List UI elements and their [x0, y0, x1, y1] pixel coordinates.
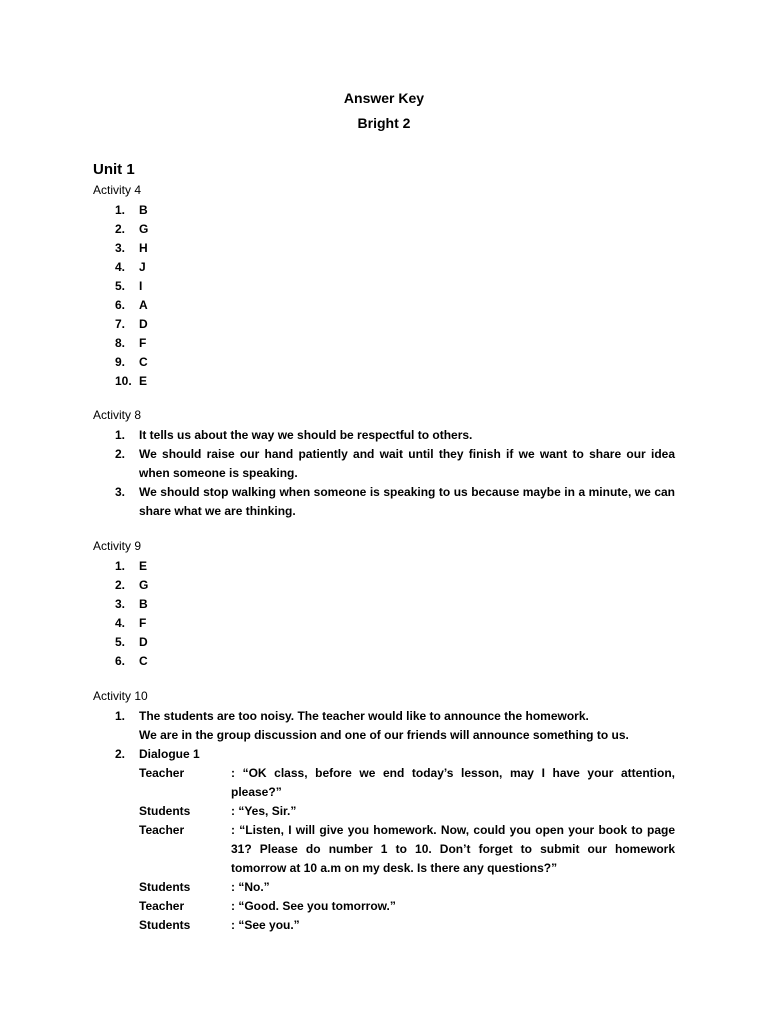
page-subtitle: Bright 2 [357, 115, 411, 131]
dialogue [139, 764, 675, 935]
list-item: 7. D [115, 317, 148, 331]
activity-8-list [93, 426, 675, 521]
activity-8-heading: Activity 8 [93, 408, 142, 422]
activity-9-heading: Activity 9 [93, 539, 142, 553]
list-item: 4. J [115, 260, 146, 274]
list-item: 4. F [115, 616, 147, 630]
dialogue-line: Students : “Yes, Sir.” [139, 804, 297, 818]
page-title: Answer Key [343, 90, 425, 106]
list-item: 8. F [115, 336, 147, 350]
list-item: 5. I [115, 279, 143, 293]
dialogue-line: Teacher : “OK class, before we end today’s lesson, may I have your attention, please?” [139, 766, 675, 799]
list-item: 9. C [115, 355, 148, 369]
list-item: 10. E [115, 374, 148, 388]
activity-10-list [93, 707, 675, 764]
activity-10-heading: Activity 10 [93, 689, 148, 703]
activity-10-answer-1-alt: We are in the group discussion and one of our friends will announce something to us. [139, 728, 629, 742]
list-item: 1. The students are too noisy. The teacher would like to announce the homework. We are in the group discussion and one of our friends will announce something to us. [93, 707, 675, 745]
list-item: 3. We should stop walking when someone is speaking to us because maybe in a minute, we can share what we are thinking. [115, 485, 675, 518]
dialogue-line: Teacher : “Good. See you tomorrow.” [139, 899, 396, 913]
activity-4-list [93, 201, 675, 391]
list-item: 2. We should raise our hand patiently and wait until they finish if we want to share our idea when someone is speaking. [115, 447, 675, 480]
dialogue-line: Teacher : “Listen, I will give you homework. Now, could you open your book to page 31? Please do number 1 to 10. Don’t forget to submit our homework tomorrow at 10 a.m on my desk. Is there any questions?” [139, 823, 675, 875]
list-item: 2. Dialogue 1 [93, 745, 675, 764]
list-item: 1. It tells us about the way we should be respectful to others. [115, 428, 473, 442]
dialogue-line: Students : “No.” [139, 880, 270, 894]
list-item: 1. B [115, 203, 148, 217]
dialogue-title: Dialogue 1 [139, 747, 200, 761]
activity-4-heading: Activity 4 [93, 183, 142, 197]
list-item: 1. E [115, 559, 148, 573]
list-item: 6. A [115, 298, 148, 312]
list-item: 2. G [115, 222, 149, 236]
list-item: 6. C [115, 654, 148, 668]
list-item: 3. H [115, 241, 148, 255]
dialogue-line: Students : “See you.” [139, 918, 300, 932]
activity-9-list [93, 557, 675, 671]
list-item: 5. D [115, 635, 148, 649]
activity-10-answer-1: The students are too noisy. The teacher would like to announce the homework. [139, 709, 589, 723]
list-item: 2. G [115, 578, 149, 592]
unit-heading: Unit 1 [93, 161, 135, 178]
list-item: 3. B [115, 597, 148, 611]
